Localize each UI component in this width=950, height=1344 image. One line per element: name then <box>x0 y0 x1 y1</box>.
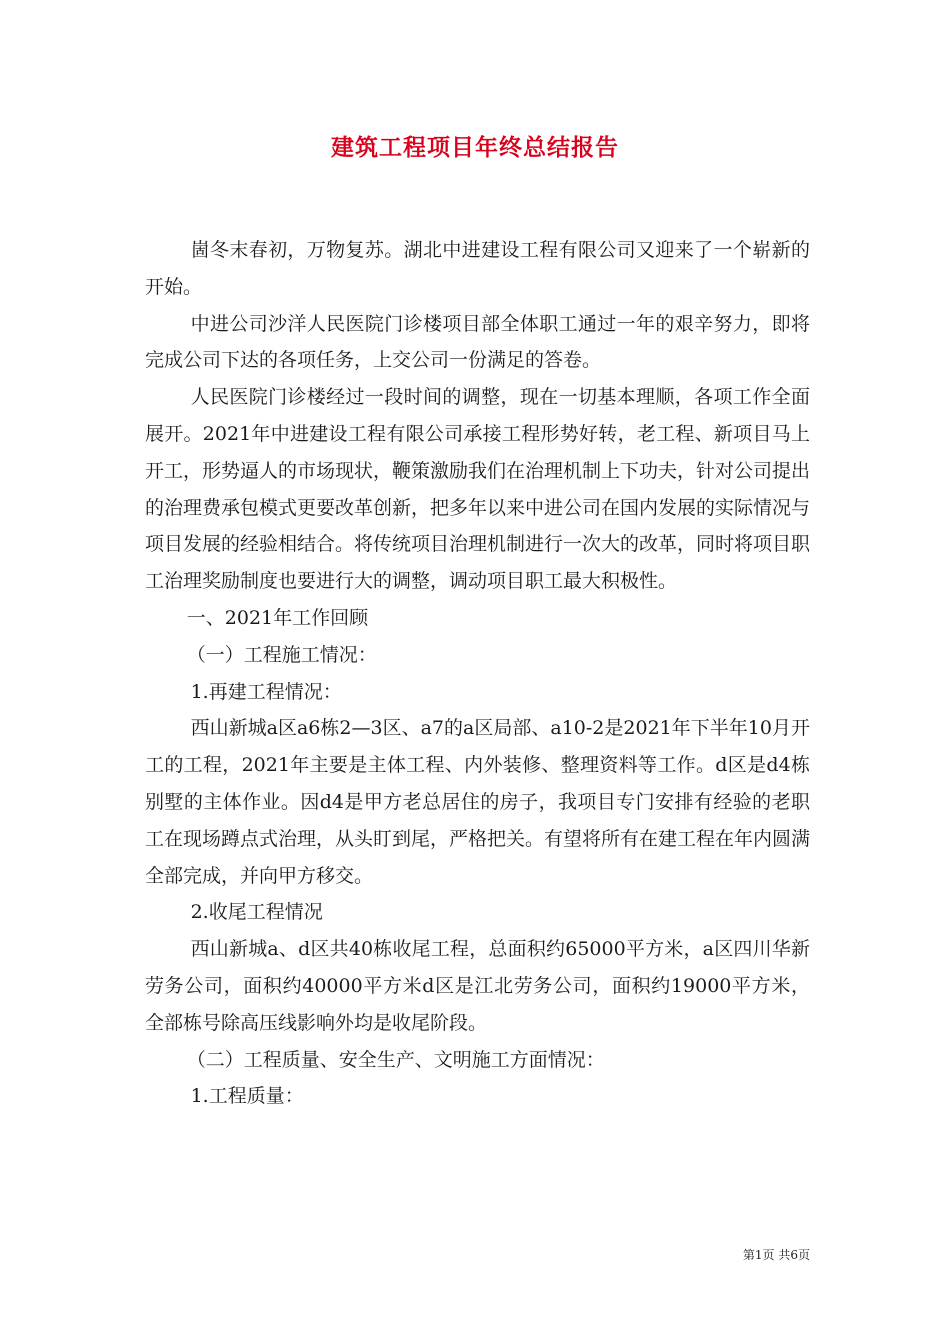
subsection-heading-construction: （一）工程施工情况： <box>186 643 377 666</box>
page-number: 第1页 共6页 <box>742 1248 810 1262</box>
document-title: 建筑工程项目年终总结报告 <box>331 134 619 161</box>
paragraph-hospital-overview: 人民医院门诊楼经过一段时间的调整，现在一切基本理顺，各项工作全面展开。2021年中进建设工程有限公司承接工程形势好转，老工程、新项目马上开工，形势逼人的市场现状，鞭策激励我们在治理机制上下功夫，针对公司提出的治理费承包模式更要改革创新，把多年以来中进公司在国内发展的实际情况与项目发展的经验相结合。将传统项目治理机制进行一次大的改革，同时将项目职工治理奖励制度也要进行大的调整，调动项目职工最大积极性。 <box>145 386 811 593</box>
section-heading-review: 一、2021年工作回顾 <box>186 606 369 629</box>
item-heading-quality: 1.工程质量： <box>190 1085 304 1108</box>
paragraph-intro: 崮冬末春初，万物复苏。湖北中进建设工程有限公司又迎来了一个崭新的开始。 <box>145 239 810 298</box>
document-body <box>145 232 810 1115</box>
paragraph-ongoing-projects: 西山新城a区a6栋2—3区、a7的a区局部、a10-2是2021年下半年10月开工的工程，2021年主要是主体工程、内外装修、整理资料等工作。d区是d4栋别墅的主体作业。因d4是甲方老总居住的房子，我项目专门安排有经验的老职工在现场蹲点式治理，从头盯到尾，严格把关。有望将所有在建工程在年内圆满全部完成，并向甲方移交。 <box>145 717 811 887</box>
paragraph-closing-projects: 西山新城a、d区共40栋收尾工程，总面积约65000平方米，a区四川华新劳务公司，面积约40000平方米d区是江北劳务公司，面积约19000平方米，全部栋号除高压线影响外均是收尾阶段。 <box>145 938 810 1034</box>
item-heading-ongoing: 1.再建工程情况： <box>190 680 342 703</box>
subsection-heading-quality-safety: （二）工程质量、安全生产、文明施工方面情况： <box>186 1048 605 1071</box>
item-heading-closing: 2.收尾工程情况 <box>190 901 323 924</box>
paragraph-project-team: 中进公司沙洋人民医院门诊楼项目部全体职工通过一年的艰辛努力，即将完成公司下达的各项任务，上交公司一份满足的答卷。 <box>145 312 810 372</box>
